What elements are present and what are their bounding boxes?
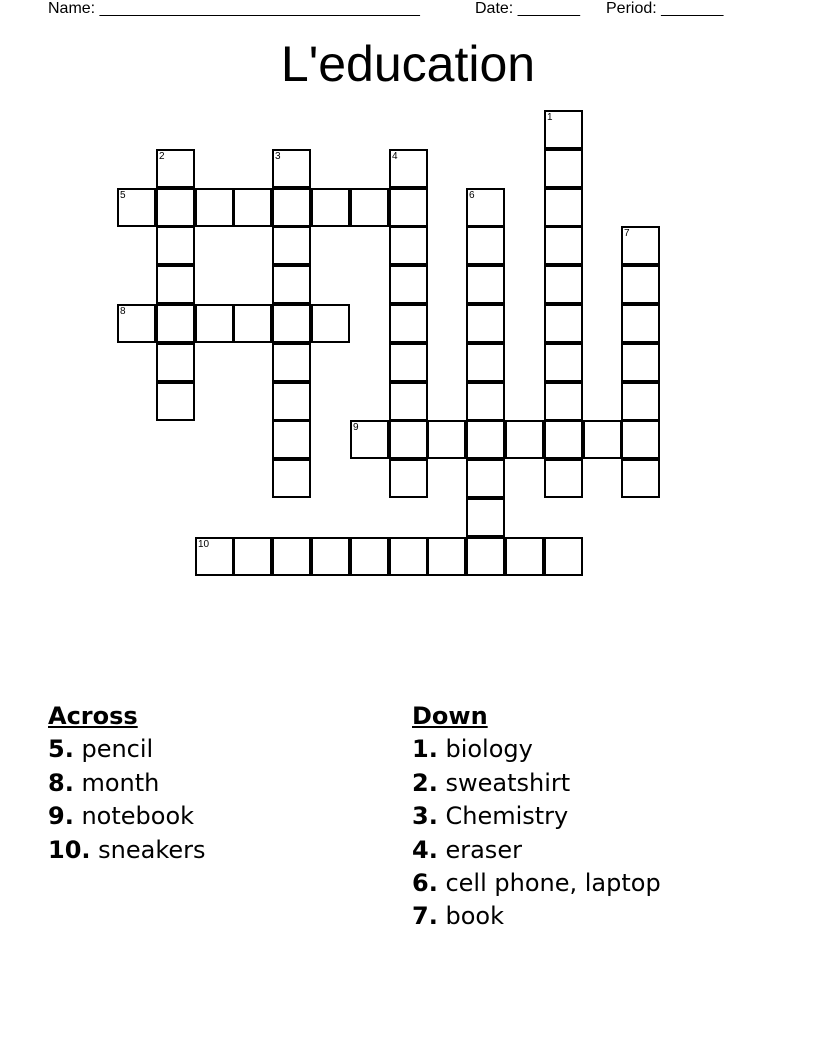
grid-cell[interactable] bbox=[466, 459, 505, 498]
grid-cell[interactable] bbox=[544, 420, 583, 459]
grid-cell[interactable] bbox=[156, 382, 195, 421]
grid-cell[interactable] bbox=[466, 420, 505, 459]
grid-cell[interactable] bbox=[544, 343, 583, 382]
grid-cell[interactable] bbox=[466, 498, 505, 537]
clue-number-label: 8 bbox=[120, 306, 126, 317]
clue-text: biology bbox=[445, 735, 533, 764]
grid-cell[interactable] bbox=[272, 188, 311, 227]
across-heading: Across bbox=[48, 702, 138, 730]
grid-cell[interactable] bbox=[117, 188, 156, 227]
clue-text: notebook bbox=[81, 802, 195, 831]
clue-across-5 bbox=[48, 733, 206, 766]
grid-cell[interactable] bbox=[621, 459, 660, 498]
grid-cell[interactable] bbox=[233, 537, 272, 576]
grid-cell[interactable] bbox=[156, 343, 195, 382]
clue-across-9 bbox=[48, 800, 206, 833]
grid-cell[interactable] bbox=[621, 265, 660, 304]
grid-cell[interactable] bbox=[156, 226, 195, 265]
clue-down-3 bbox=[412, 800, 661, 833]
grid-cell[interactable] bbox=[389, 265, 428, 304]
clue-number-label: 7 bbox=[624, 228, 630, 239]
grid-cell[interactable] bbox=[505, 420, 544, 459]
clue-text: month bbox=[81, 768, 160, 797]
clue-number: 5. bbox=[48, 735, 74, 764]
clue-across-8 bbox=[48, 767, 206, 800]
clue-number: 7. bbox=[412, 902, 438, 931]
grid-cell[interactable] bbox=[272, 382, 311, 421]
grid-cell[interactable] bbox=[156, 265, 195, 304]
grid-cell[interactable] bbox=[389, 382, 428, 421]
grid-cell[interactable] bbox=[544, 459, 583, 498]
clue-number: 8. bbox=[48, 768, 74, 797]
grid-cell[interactable] bbox=[350, 420, 389, 459]
clue-number: 6. bbox=[412, 869, 438, 898]
clue-down-2 bbox=[412, 767, 661, 800]
grid-cell[interactable] bbox=[621, 420, 660, 459]
grid-cell[interactable] bbox=[621, 382, 660, 421]
across-clues bbox=[48, 700, 206, 867]
clue-text: book bbox=[445, 902, 504, 931]
clue-text: sneakers bbox=[98, 835, 206, 864]
clue-number-label: 2 bbox=[159, 151, 165, 162]
grid-cell[interactable] bbox=[350, 188, 389, 227]
grid-cell[interactable] bbox=[389, 304, 428, 343]
grid-cell[interactable] bbox=[389, 226, 428, 265]
clue-number: 9. bbox=[48, 802, 74, 831]
grid-cell[interactable] bbox=[156, 149, 195, 188]
grid-cell[interactable] bbox=[195, 188, 234, 227]
grid-cell[interactable] bbox=[544, 537, 583, 576]
grid-cell[interactable] bbox=[311, 188, 350, 227]
grid-cell[interactable] bbox=[621, 226, 660, 265]
clue-number-label: 3 bbox=[275, 151, 281, 162]
clue-text: eraser bbox=[445, 835, 522, 864]
grid-cell[interactable] bbox=[272, 226, 311, 265]
grid-cell[interactable] bbox=[117, 304, 156, 343]
grid-cell[interactable] bbox=[389, 343, 428, 382]
grid-cell[interactable] bbox=[195, 304, 234, 343]
grid-cell[interactable] bbox=[156, 304, 195, 343]
grid-cell[interactable] bbox=[466, 382, 505, 421]
clue-number: 1. bbox=[412, 735, 438, 764]
clue-text: pencil bbox=[81, 735, 154, 764]
period-line: Period: _______ bbox=[606, 0, 724, 17]
grid-cell[interactable] bbox=[389, 459, 428, 498]
grid-cell[interactable] bbox=[427, 537, 466, 576]
grid-cell[interactable] bbox=[544, 304, 583, 343]
grid-cell[interactable] bbox=[311, 537, 350, 576]
grid-cell[interactable] bbox=[195, 537, 234, 576]
clue-text: cell phone, laptop bbox=[445, 869, 661, 898]
grid-cell[interactable] bbox=[233, 304, 272, 343]
grid-cell[interactable] bbox=[544, 149, 583, 188]
clue-down-7 bbox=[412, 900, 661, 933]
grid-cell[interactable] bbox=[233, 188, 272, 227]
grid-cell[interactable] bbox=[621, 343, 660, 382]
grid-cell[interactable] bbox=[544, 265, 583, 304]
down-clues bbox=[412, 700, 661, 934]
clue-down-6 bbox=[412, 867, 661, 900]
grid-cell[interactable] bbox=[583, 420, 622, 459]
grid-cell[interactable] bbox=[466, 537, 505, 576]
clue-number-label: 1 bbox=[547, 112, 553, 123]
clue-number-label: 9 bbox=[353, 422, 359, 433]
clue-number: 10. bbox=[48, 835, 91, 864]
grid-cell[interactable] bbox=[272, 343, 311, 382]
clue-number-label: 10 bbox=[198, 539, 210, 550]
grid-cell[interactable] bbox=[505, 537, 544, 576]
grid-cell[interactable] bbox=[621, 304, 660, 343]
grid-cell[interactable] bbox=[466, 265, 505, 304]
clue-across-10 bbox=[48, 834, 206, 867]
grid-cell[interactable] bbox=[466, 188, 505, 227]
clue-down-4 bbox=[412, 834, 661, 867]
grid-cell[interactable] bbox=[389, 188, 428, 227]
grid-cell[interactable] bbox=[427, 420, 466, 459]
grid-cell[interactable] bbox=[272, 537, 311, 576]
down-heading: Down bbox=[412, 702, 488, 730]
grid-cell[interactable] bbox=[350, 537, 389, 576]
grid-cell[interactable] bbox=[544, 226, 583, 265]
grid-cell[interactable] bbox=[272, 265, 311, 304]
grid-cell[interactable] bbox=[272, 459, 311, 498]
name-line: Name: ____________________________________ bbox=[48, 0, 420, 17]
grid-cell[interactable] bbox=[544, 188, 583, 227]
grid-cell[interactable] bbox=[389, 149, 428, 188]
clue-number: 4. bbox=[412, 835, 438, 864]
grid-cell[interactable] bbox=[156, 188, 195, 227]
grid-cell[interactable] bbox=[311, 304, 350, 343]
grid-cell[interactable] bbox=[272, 420, 311, 459]
grid-cell[interactable] bbox=[544, 382, 583, 421]
clue-text: Chemistry bbox=[445, 802, 569, 831]
clue-number-label: 4 bbox=[392, 151, 398, 162]
grid-cell[interactable] bbox=[389, 420, 428, 459]
clue-down-1 bbox=[412, 733, 661, 766]
grid-cell[interactable] bbox=[389, 537, 428, 576]
date-line: Date: _______ bbox=[475, 0, 580, 17]
clue-text: sweatshirt bbox=[445, 768, 571, 797]
grid-cell[interactable] bbox=[272, 149, 311, 188]
grid-cell[interactable] bbox=[272, 304, 311, 343]
grid-cell[interactable] bbox=[544, 110, 583, 149]
grid-cell[interactable] bbox=[466, 226, 505, 265]
page-title: L'education bbox=[280, 36, 536, 92]
clue-number: 3. bbox=[412, 802, 438, 831]
clue-number: 2. bbox=[412, 768, 438, 797]
grid-cell[interactable] bbox=[466, 304, 505, 343]
clue-number-label: 5 bbox=[120, 190, 126, 201]
clue-number-label: 6 bbox=[469, 190, 475, 201]
grid-cell[interactable] bbox=[466, 343, 505, 382]
